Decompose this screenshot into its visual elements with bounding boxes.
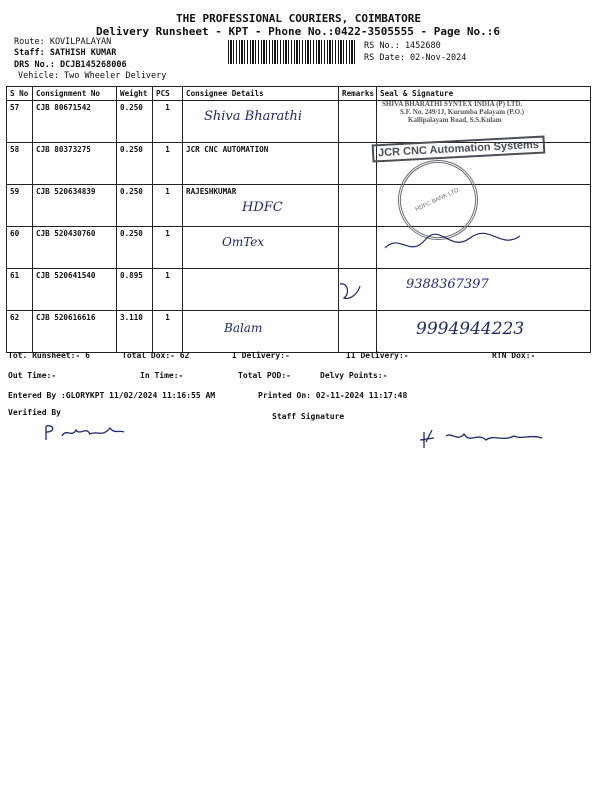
row-remarks bbox=[339, 143, 377, 185]
row-consignee bbox=[183, 311, 339, 353]
seal-text: HDFC BANK LTD. bbox=[414, 186, 462, 214]
remarks-scribble bbox=[336, 280, 366, 304]
drs-number: DRS No.: DCJB145268006 bbox=[14, 60, 127, 70]
handwritten-note: Balam bbox=[224, 321, 263, 335]
row-pcs: 1 bbox=[153, 143, 183, 185]
handwritten-note: Shiva Bharathi bbox=[204, 109, 303, 124]
runsheet-table bbox=[6, 86, 591, 353]
row-sno: 58 bbox=[7, 143, 33, 185]
out-time: Out Time:- bbox=[8, 371, 57, 380]
row-consignment-no: CJB 520641540 bbox=[33, 269, 117, 311]
col-weight: Weight bbox=[117, 87, 153, 101]
col-consignee-details: Consignee Details bbox=[183, 87, 339, 101]
row-weight: 0.250 bbox=[117, 227, 153, 269]
i-delivery: I Delivery:- bbox=[232, 351, 290, 360]
stamp-line: SHIVA BHARATHI SYNTEX INDIA (P) LTD. bbox=[382, 100, 523, 108]
row-remarks bbox=[339, 185, 377, 227]
row-pcs: 1 bbox=[153, 101, 183, 143]
shiva-bharathi-stamp bbox=[382, 100, 524, 124]
row-consignment-no: CJB 520634839 bbox=[33, 185, 117, 227]
row-pcs: 1 bbox=[153, 185, 183, 227]
phone-number-handwritten: 9994944223 bbox=[416, 319, 525, 339]
col-sno: S No bbox=[7, 87, 33, 101]
total-dox: Total Dox:- 62 bbox=[122, 351, 190, 360]
row-consignment-no: CJB 520616616 bbox=[33, 311, 117, 353]
delivery-points: Delvy Points:- bbox=[320, 371, 388, 380]
handwritten-note: OmTex bbox=[222, 235, 265, 249]
table-row bbox=[7, 311, 591, 353]
rs-number: RS No.: 1452680 bbox=[364, 41, 441, 51]
phone-number-handwritten: 9388367397 bbox=[406, 277, 489, 292]
total-pod: Total POD:- bbox=[238, 371, 291, 380]
rs-date: RS Date: 02-Nov-2024 bbox=[364, 53, 467, 63]
row-consignment-no: CJB 80373275 bbox=[33, 143, 117, 185]
ii-delivery: II Delivery:- bbox=[346, 351, 409, 360]
row-weight: 0.250 bbox=[117, 143, 153, 185]
row-consignee bbox=[183, 269, 339, 311]
row-weight: 0.895 bbox=[117, 269, 153, 311]
row-sno: 59 bbox=[7, 185, 33, 227]
row-remarks bbox=[339, 101, 377, 143]
verified-by-label: Verified By bbox=[8, 408, 61, 417]
col-consignment-no: Consignment No bbox=[33, 87, 117, 101]
row-pcs: 1 bbox=[153, 311, 183, 353]
entered-by: Entered By :GLORYKPT 11/02/2024 11:16:55 AM bbox=[8, 391, 216, 400]
company-name: THE PROFESSIONAL COURIERS, COIMBATORE bbox=[176, 12, 422, 25]
jcr-company-stamp: JCR CNC Automation Systems bbox=[372, 135, 546, 162]
rtn-dox: RTN Dox:- bbox=[492, 351, 536, 360]
handwritten-note: HDFC bbox=[242, 200, 283, 215]
row-pcs: 1 bbox=[153, 227, 183, 269]
row-weight: 0.250 bbox=[117, 185, 153, 227]
col-seal-signature: Seal & Signature bbox=[377, 87, 591, 101]
printed-on: Printed On: 02-11-2024 11:17:48 bbox=[258, 391, 408, 400]
row-consignee bbox=[183, 185, 339, 227]
staff-signature-label: Staff Signature bbox=[272, 412, 345, 421]
table-row bbox=[7, 185, 591, 227]
row-consignment-no: CJB 520430760 bbox=[33, 227, 117, 269]
vehicle-label: Vehicle: Two Wheeler Delivery bbox=[18, 71, 167, 81]
signature-scribble bbox=[380, 228, 530, 268]
runsheet-title: Delivery Runsheet - KPT - Phone No.:0422-3505555 - Page No.:6 bbox=[96, 25, 500, 38]
staff-signature bbox=[418, 424, 548, 454]
col-pcs: PCS bbox=[153, 87, 183, 101]
in-time: In Time:- bbox=[140, 371, 184, 380]
verifier-signature bbox=[40, 420, 130, 448]
staff-label: Staff: SATHISH KUMAR bbox=[14, 48, 117, 58]
row-seal bbox=[377, 269, 591, 311]
row-seal bbox=[377, 311, 591, 353]
row-consignee bbox=[183, 143, 339, 185]
row-consignee bbox=[183, 101, 339, 143]
consignee-name: RAJESHKUMAR bbox=[186, 187, 237, 196]
row-sno: 60 bbox=[7, 227, 33, 269]
barcode-image bbox=[228, 40, 356, 64]
consignee-name: JCR CNC AUTOMATION bbox=[186, 145, 269, 154]
total-runsheet: Tot. Runsheet:- 6 bbox=[8, 351, 90, 360]
row-consignment-no: CJB 80671542 bbox=[33, 101, 117, 143]
row-weight: 0.250 bbox=[117, 101, 153, 143]
table-header-row bbox=[7, 87, 591, 101]
row-weight: 3.110 bbox=[117, 311, 153, 353]
row-sno: 62 bbox=[7, 311, 33, 353]
row-remarks bbox=[339, 227, 377, 269]
row-remarks bbox=[339, 311, 377, 353]
row-pcs: 1 bbox=[153, 269, 183, 311]
stamp-line: Kallipalayam Road, S.S.Kulam bbox=[408, 116, 502, 124]
col-remarks: Remarks bbox=[339, 87, 377, 101]
table-row bbox=[7, 269, 591, 311]
row-consignee bbox=[183, 227, 339, 269]
route-label: Route: KOVILPALAYAN bbox=[14, 37, 112, 47]
row-sno: 57 bbox=[7, 101, 33, 143]
stamp-line: S.F. No. 249/1J, Kurumba Palayam (P.O.) bbox=[400, 108, 525, 116]
row-sno: 61 bbox=[7, 269, 33, 311]
